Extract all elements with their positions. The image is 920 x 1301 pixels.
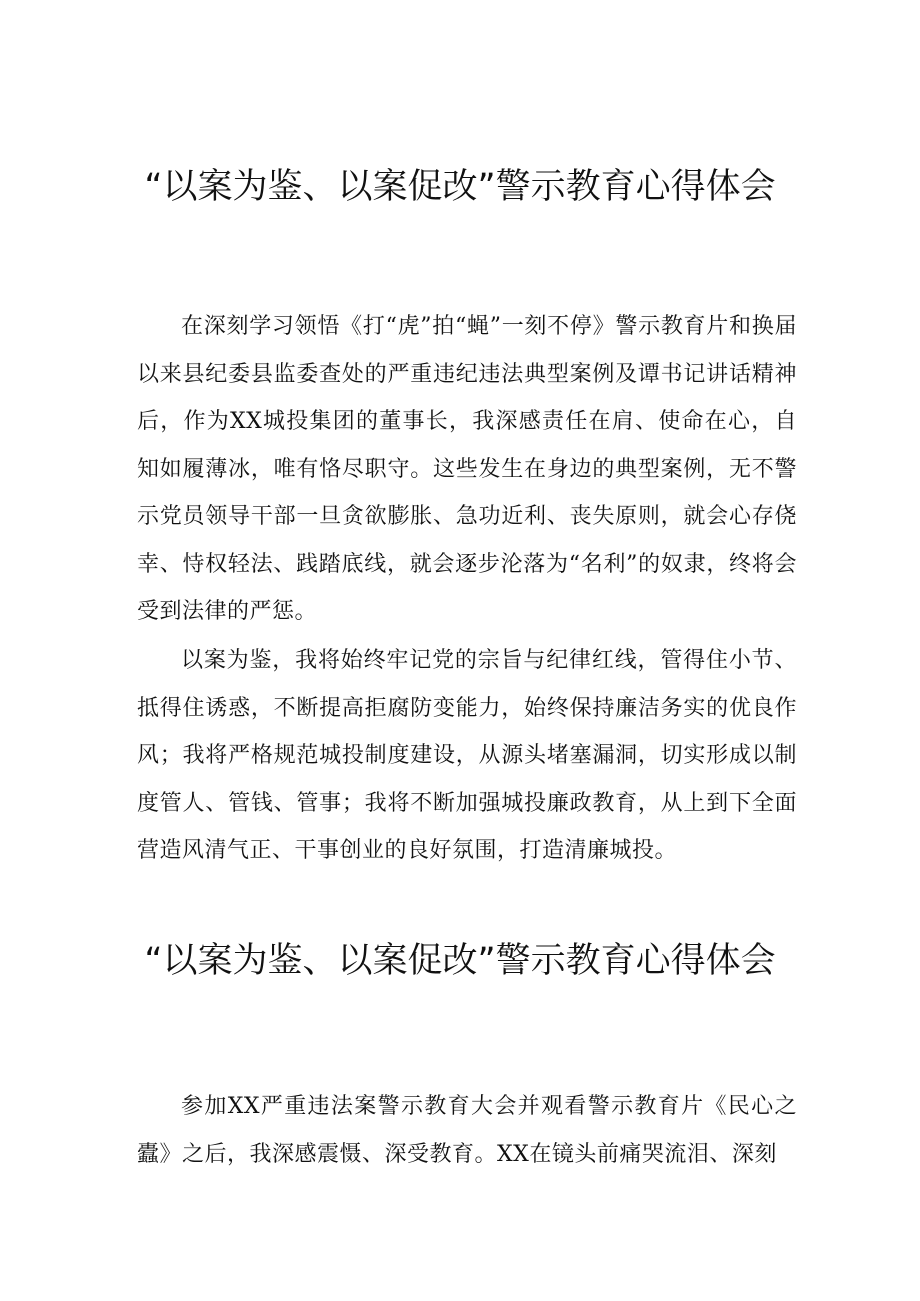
body-paragraph: 在深刻学习领悟《打“虎”拍“蝇”一刻不停》警示教育片和换届以来县纪委县监委查处的严重违纪违法典型案例及谭书记讲话精神后，作为XX城投集团的董事长，我深感责任在肩、使命在心，自知如履薄冰，唯有恪尽职守。这些发生在身边的典型案例，无不警示党员领导干部一旦贪欲膨胀、急功近利、丧失原则，就会心存侥幸、恃权轻法、践踏底线，就会逐步沦落为“名利”的奴隶，终将会受到法律的严惩。: [137, 314, 797, 624]
body-paragraph: 以案为鉴，我将始终牢记党的宗旨与纪律红线，管得住小节、抵得住诱惑，不断提高拒腐防变能力，始终保持廉洁务实的优良作风；我将严格规范城投制度建设，从源头堵塞漏洞，切实形成以制度管人、管钱、管事；我将不断加强城投廉政教育，从上到下全面营造风清气正、干事创业的良好氛围，打造清廉城投。: [137, 648, 797, 863]
body-paragraph: 参加XX严重违法案警示教育大会并观看警示教育片《民心之蠹》之后，我深感震慑、深受教育。XX在镜头前痛哭流泪、深刻: [137, 1094, 797, 1167]
document-title: “以案为鉴、以案促改”警示教育心得体会: [144, 167, 776, 207]
document-title: “以案为鉴、以案促改”警示教育心得体会: [144, 941, 776, 981]
